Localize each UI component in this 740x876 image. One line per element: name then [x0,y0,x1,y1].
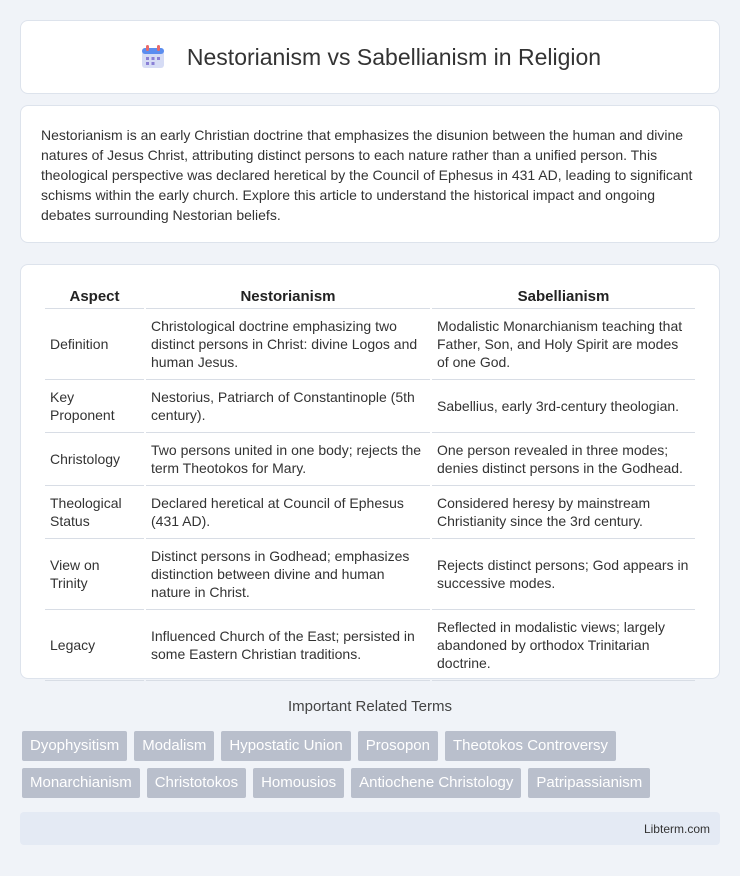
header-nestorianism: Nestorianism [146,285,430,309]
comparison-table-card [20,264,720,679]
related-terms-title: Important Related Terms [288,698,452,715]
nestorianism-cell: Influenced Church of the East; persisted in some Eastern Christian traditions. [146,610,430,681]
tag-monarchianism[interactable]: Monarchianism [22,768,140,798]
aspect-cell: Christology [45,433,144,486]
aspect-cell: Key Proponent [45,380,144,433]
table-row [45,433,695,486]
header-card [20,20,720,94]
table-header-row [45,285,695,309]
table-row [45,539,695,610]
header-sabellianism: Sabellianism [432,285,695,309]
table-row [45,610,695,681]
intro-text: Nestorianism is an early Christian doctrine that emphasizes the disunion between the human and divine natures of Jesus Christ, attributing distinct persons to each nature rather than a unified person. This theological perspective was declared heretical by the Council of Ephesus in 431 AD, leading to significant schisms within the early church. Explore this article to understand the historical impact and ongoing debates surrounding Nestorian beliefs. [41,127,693,223]
tag-patripassianism[interactable]: Patripassianism [528,768,650,798]
tag-row [22,768,722,798]
tag-dyophysitism[interactable]: Dyophysitism [22,731,127,761]
tag-prosopon[interactable]: Prosopon [358,731,438,761]
nestorianism-cell: Two persons united in one body; rejects the term Theotokos for Mary. [146,433,430,486]
table-row [45,380,695,433]
aspect-cell: Legacy [45,610,144,681]
page-title: Nestorianism vs Sabellianism in Religion [186,43,602,70]
sabellianism-cell: Rejects distinct persons; God appears in successive modes. [432,539,695,610]
aspect-cell: View on Trinity [45,539,144,610]
table-row [45,486,695,539]
sabellianism-cell: Sabellius, early 3rd-century theologian. [432,380,695,433]
footer-site-link[interactable]: Libterm.com [643,821,710,836]
nestorianism-cell: Nestorius, Patriarch of Constantinople (5th century). [146,380,430,433]
tag-homousios[interactable]: Homousios [253,768,344,798]
nestorianism-cell: Christological doctrine emphasizing two distinct persons in Christ: divine Logos and human Jesus. [146,309,430,380]
sabellianism-cell: Reflected in modalistic views; largely abandoned by orthodox Trinitarian doctrine. [432,610,695,681]
comparison-table [43,285,697,681]
tag-christotokos[interactable]: Christotokos [147,768,246,798]
related-terms-tags [22,731,722,805]
tag-theotokos-controversy[interactable]: Theotokos Controversy [445,731,616,761]
footer [20,812,720,845]
sabellianism-cell: One person revealed in three modes; denies distinct persons in the Godhead. [432,433,695,486]
aspect-cell: Definition [45,309,144,380]
nestorianism-cell: Distinct persons in Godhead; emphasizes distinction between divine and human nature in Christ. [146,539,430,610]
sabellianism-cell: Modalistic Monarchianism teaching that Father, Son, and Holy Spirit are modes of one God. [432,309,695,380]
header-aspect: Aspect [45,285,144,309]
tag-row [22,731,722,761]
calendar-icon [139,43,167,71]
intro-card [20,105,720,243]
tag-antiochene-christology[interactable]: Antiochene Christology [351,768,521,798]
tag-hypostatic-union[interactable]: Hypostatic Union [221,731,350,761]
table-row [45,309,695,380]
aspect-cell: Theological Status [45,486,144,539]
tag-modalism[interactable]: Modalism [134,731,214,761]
nestorianism-cell: Declared heretical at Council of Ephesus (431 AD). [146,486,430,539]
sabellianism-cell: Considered heresy by mainstream Christianity since the 3rd century. [432,486,695,539]
